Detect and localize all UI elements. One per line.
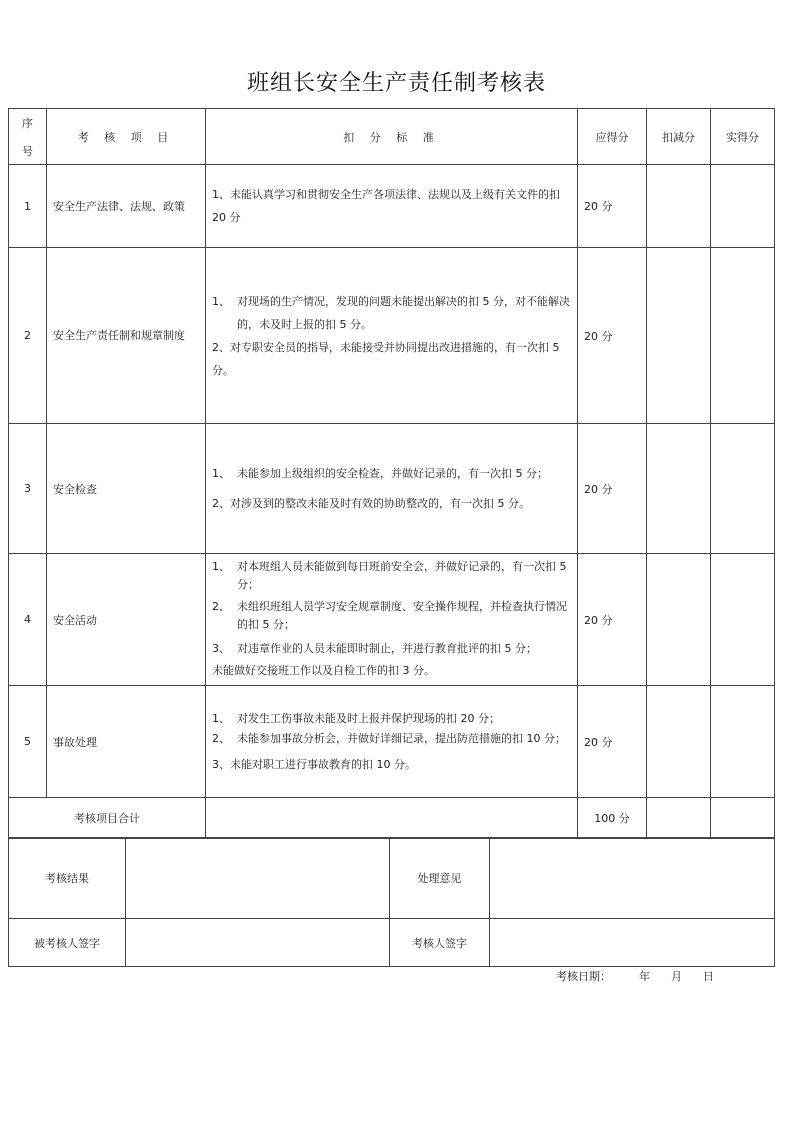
header-item: 考 核 项 目: [47, 109, 206, 165]
row-criteria: [206, 554, 578, 686]
criteria-line: 2、对专职安全员的指导，未能接受并协同提出改进措施的，有一次扣 5 分。: [212, 340, 560, 377]
criteria-line: [212, 598, 571, 634]
row-actual-score[interactable]: [711, 424, 775, 554]
row-actual-score[interactable]: [711, 248, 775, 424]
opinion-label: 处理意见: [390, 838, 490, 919]
page-title: 班组长安全生产责任制考核表: [246, 71, 546, 96]
criteria-text: 对现场的生产情况，发现的问题未能提出解决的扣 5 分，对不能解决的，未及时上报的扣 5 分。: [237, 294, 570, 331]
criteria-line: 3、未能对职工进行事故教育的扣 10 分。: [212, 757, 416, 771]
table-row: [9, 424, 775, 554]
criteria-num: 1、: [212, 466, 237, 480]
row-due-score: 20 分: [578, 165, 647, 248]
assessment-date: 考核日期： 年 月 日: [556, 970, 714, 983]
total-label: 考核项目合计: [9, 798, 206, 839]
row-criteria: [206, 424, 578, 554]
criteria-line: [212, 729, 571, 749]
result-table: [8, 837, 775, 967]
criteria-num: 1、: [212, 711, 237, 725]
criteria-line: [212, 709, 571, 729]
criteria-num: 1、: [212, 559, 237, 573]
criteria-num: 2、: [212, 599, 237, 613]
examiner-signature-label: 考核人签字: [390, 919, 490, 967]
row-no: 5: [9, 686, 47, 798]
criteria-text: 对违章作业的人员未能即时制止，并进行教育批评的扣 5 分；: [237, 641, 537, 655]
total-actual-score[interactable]: [711, 798, 775, 839]
table-row: [9, 686, 775, 798]
criteria-line: [212, 558, 571, 594]
row-deduct-score[interactable]: [647, 424, 711, 554]
criteria-line: [212, 290, 571, 336]
criteria-line: [212, 638, 571, 660]
row-item: 安全检查: [47, 424, 206, 554]
table-row: [9, 248, 775, 424]
criteria-num: 2、: [212, 731, 237, 745]
criteria-text: 对发生工伤事故未能及时上报并保护现场的扣 20 分；: [237, 711, 500, 725]
criteria-text: 未能参加上级组织的安全检查，并做好记录的，有一次扣 5 分；: [237, 466, 548, 480]
criteria-line: 2、对涉及到的整改未能及时有效的协助整改的，有一次扣 5 分。: [212, 496, 530, 510]
header-actual-score: 实得分: [711, 109, 775, 165]
row-deduct-score[interactable]: [647, 554, 711, 686]
row-actual-score[interactable]: [711, 554, 775, 686]
table-row: [9, 165, 775, 248]
examinee-signature-label: 被考核人签字: [9, 919, 126, 967]
row-due-score: 20 分: [578, 554, 647, 686]
row-actual-score[interactable]: [711, 686, 775, 798]
examiner-signature-field[interactable]: [490, 919, 775, 967]
criteria-text: 未组织班组人员学习安全规章制度、安全操作规程，并检查执行情况的扣 5 分；: [237, 599, 567, 631]
row-deduct-score[interactable]: [647, 248, 711, 424]
table-row: [9, 554, 775, 686]
total-row: [9, 798, 775, 839]
row-due-score: 20 分: [578, 424, 647, 554]
signature-row: [9, 919, 775, 967]
criteria-line: 未能做好交接班工作以及自检工作的扣 3 分。: [212, 663, 435, 677]
header-no: [9, 109, 47, 165]
row-item: 安全生产法律、法规、政策: [47, 165, 206, 248]
criteria-text: 对本班组人员未能做到每日班前安全会，并做好记录的，有一次扣 5 分；: [237, 559, 567, 591]
row-no: 2: [9, 248, 47, 424]
criteria-num: 3、: [212, 641, 237, 655]
row-item: 安全活动: [47, 554, 206, 686]
examinee-signature-field[interactable]: [126, 919, 390, 967]
result-label: 考核结果: [9, 838, 126, 919]
row-no: 1: [9, 165, 47, 248]
assessment-table: [8, 108, 775, 839]
row-no: 3: [9, 424, 47, 554]
row-criteria: [206, 165, 578, 248]
row-actual-score[interactable]: [711, 165, 775, 248]
criteria-line: 1、未能认真学习和贯彻安全生产各项法律、法规以及上级有关文件的扣 20 分: [212, 188, 560, 224]
row-deduct-score[interactable]: [647, 686, 711, 798]
row-due-score: 20 分: [578, 686, 647, 798]
row-item: 安全生产责任制和规章制度: [47, 248, 206, 424]
criteria-line: [212, 459, 571, 489]
row-no: 4: [9, 554, 47, 686]
total-criteria: [206, 798, 578, 839]
row-criteria: [206, 248, 578, 424]
header-no-line1: 序: [22, 116, 33, 130]
header-due-score: 应得分: [578, 109, 647, 165]
header-deduct-score: 扣减分: [647, 109, 711, 165]
row-criteria: [206, 686, 578, 798]
row-deduct-score[interactable]: [647, 165, 711, 248]
criteria-num: 1、: [212, 294, 237, 308]
row-item: 事故处理: [47, 686, 206, 798]
opinion-field[interactable]: [490, 838, 775, 919]
row-due-score: 20 分: [578, 248, 647, 424]
criteria-text: 未能参加事故分析会，并做好详细记录，提出防范措施的扣 10 分；: [237, 731, 566, 745]
result-field[interactable]: [126, 838, 390, 919]
total-due-score: 100 分: [578, 798, 647, 839]
header-criteria: 扣 分 标 准: [206, 109, 578, 165]
table-header-row: [9, 109, 775, 165]
header-no-line2: 号: [22, 144, 33, 158]
result-row: [9, 838, 775, 919]
total-deduct-score[interactable]: [647, 798, 711, 839]
